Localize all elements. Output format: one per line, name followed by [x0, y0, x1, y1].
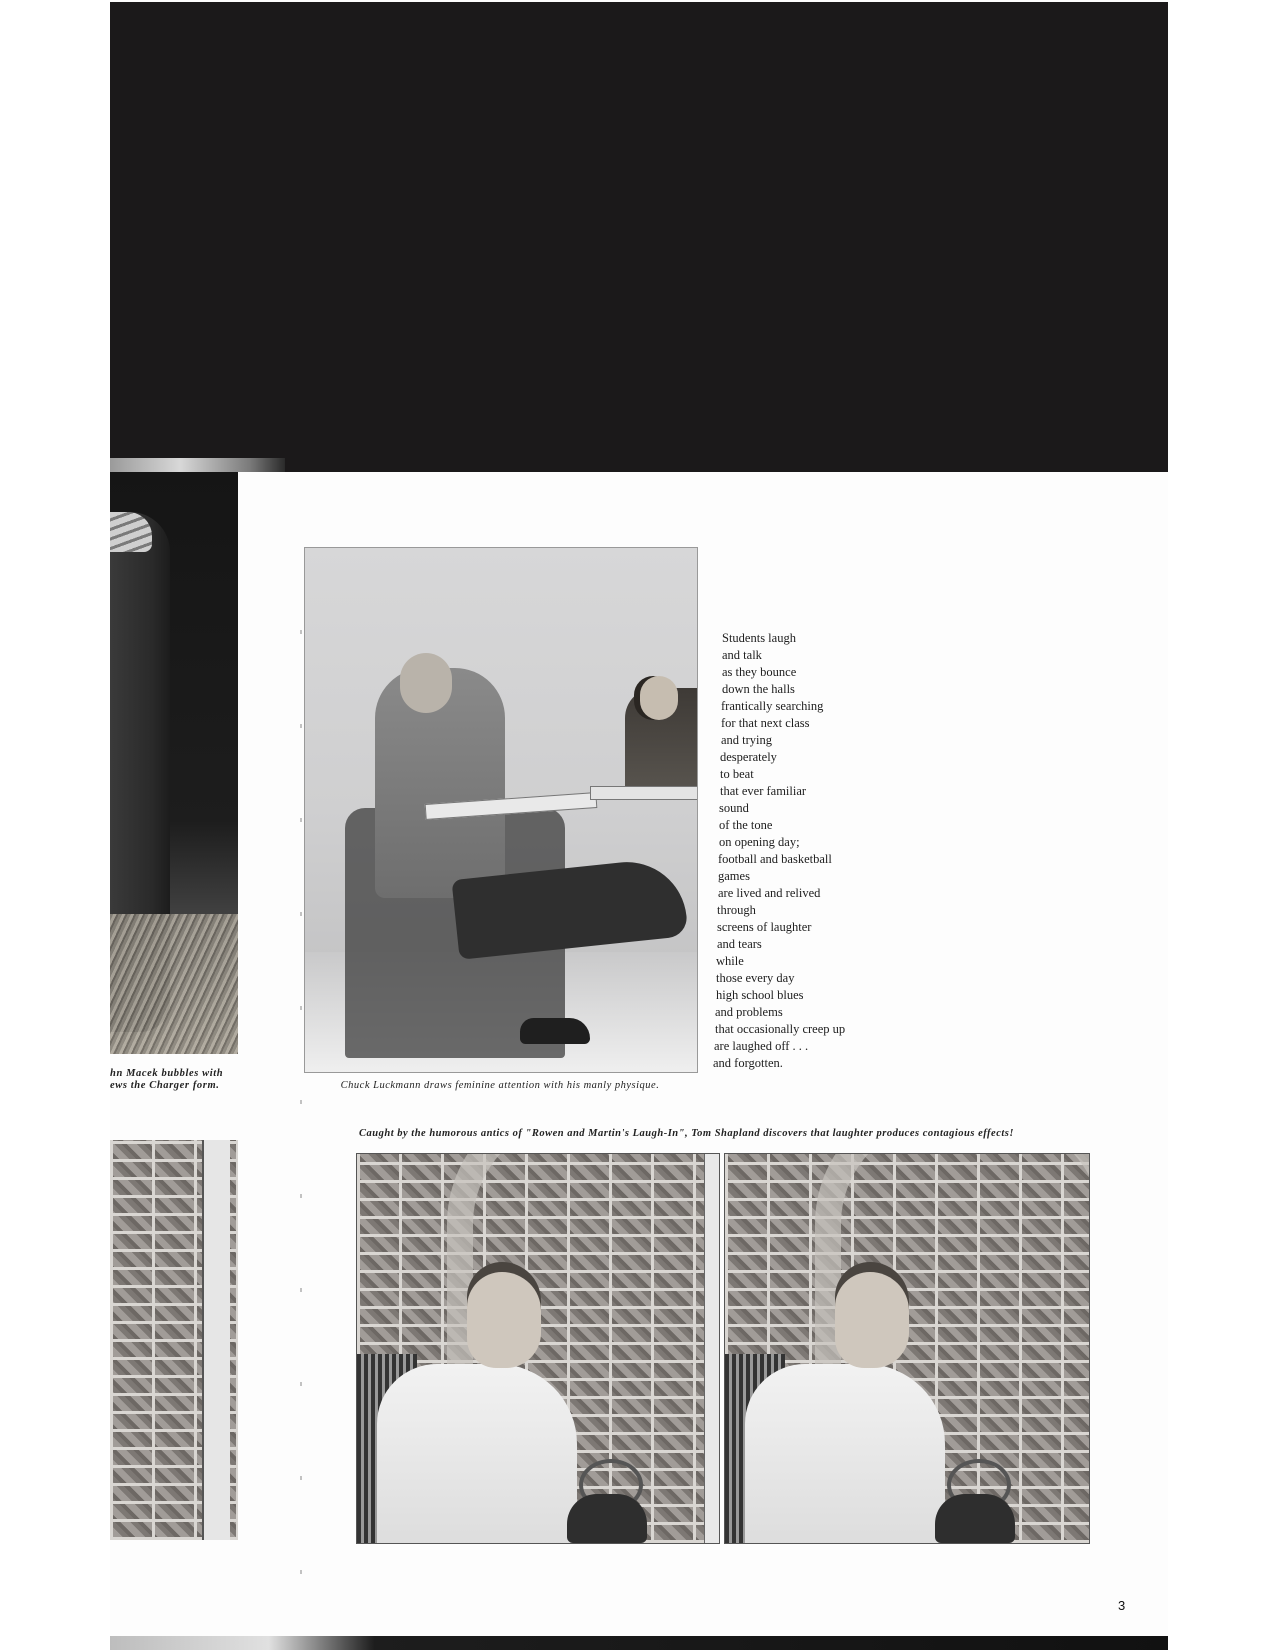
boy-head [835, 1272, 909, 1368]
poem-line: and forgotten. [713, 1056, 783, 1070]
cropped-photo-man-with-hat [110, 472, 238, 1054]
poem-line: as they bounce [722, 665, 797, 679]
white-shirt [745, 1364, 945, 1544]
poem-text [712, 630, 892, 1072]
poem-line: sound [719, 801, 749, 815]
poem-line: are laughed off . . . [714, 1039, 809, 1053]
binding-edge-marks [300, 540, 302, 1620]
poem-line: to beat [720, 767, 754, 781]
poem-line: and tears [717, 937, 762, 951]
poem-line: that ever familiar [720, 784, 807, 798]
poem-line: those every day [716, 971, 795, 985]
caption-left-line-1: hn Macek bubbles with [110, 1068, 224, 1079]
poem-line: through [717, 903, 756, 917]
pot [935, 1494, 1015, 1543]
caption-left-line-2: ews the Charger form. [110, 1080, 220, 1091]
poem-line: and trying [721, 733, 773, 747]
bottom-photo-edge [110, 1636, 1168, 1650]
photo-laughing-boy-2 [724, 1153, 1090, 1544]
desk-top-2 [590, 786, 698, 800]
poem-line: on opening day; [719, 835, 800, 849]
caption-bottom-photos: Caught by the humorous antics of "Rowen and Martin's Laugh-In", Tom Shapland discovers that laughter produces contagious effects! [359, 1128, 1014, 1139]
poem-line: and problems [715, 1005, 783, 1019]
poem-line: games [718, 869, 750, 883]
poem-line: Students laugh [722, 631, 796, 645]
poem-line: high school blues [716, 988, 804, 1002]
poem-line: and talk [722, 648, 762, 662]
poem-line: are lived and relived [718, 886, 821, 900]
white-post [704, 1154, 719, 1543]
pot [567, 1494, 647, 1543]
poem-line: desperately [720, 750, 777, 764]
poem-line: of the tone [719, 818, 773, 832]
photo-edge-strip [110, 458, 285, 472]
poem-line: for that next class [721, 716, 810, 730]
page-number: 3 [1118, 1598, 1126, 1613]
poem-line: screens of laughter [717, 920, 812, 934]
boy-head [467, 1272, 541, 1368]
shoe [520, 1018, 590, 1044]
poem-line: down the halls [722, 682, 795, 696]
poem-line: football and basketball [718, 852, 832, 866]
grass-ground [110, 914, 238, 1054]
black-photo-panel [110, 2, 1168, 472]
boy-head [400, 653, 452, 713]
photo-laughing-boy-1 [356, 1153, 720, 1544]
girl-head [640, 676, 678, 720]
poem-line: that occasionally creep up [715, 1022, 846, 1036]
photo-classroom-desks [304, 547, 698, 1073]
caption-left [110, 1068, 240, 1092]
caption-main-photo: Chuck Luckmann draws feminine attention with his manly physique. [340, 1080, 660, 1091]
poem-line: frantically searching [721, 699, 824, 713]
cropped-photo-brick-wall [110, 1140, 238, 1540]
white-pillar [202, 1140, 230, 1540]
white-shirt [377, 1364, 577, 1544]
poem-line: while [716, 954, 744, 968]
